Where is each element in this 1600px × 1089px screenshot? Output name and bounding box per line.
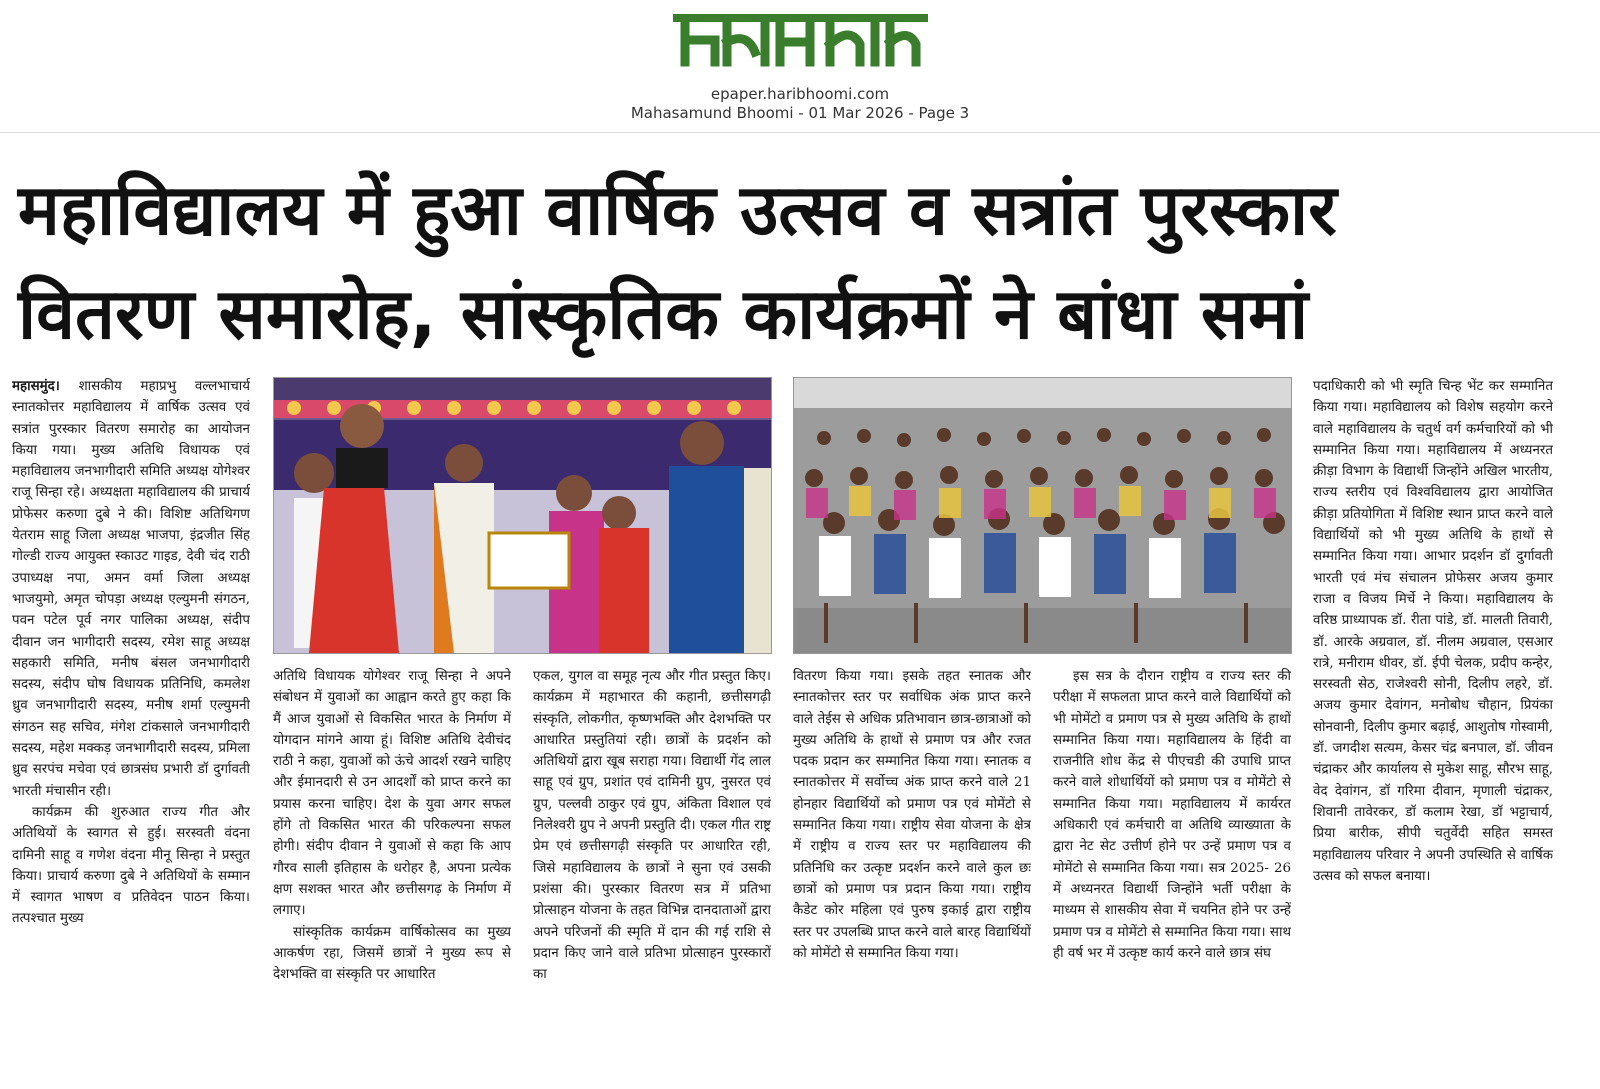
- audience-image: [794, 378, 1291, 653]
- column-6-para-1: पदाधिकारी को भी स्मृति चिन्ह भेंट कर सम्मानित किया गया। महाविद्यालय को विशेष सहयोग करने वाले महाविद्यालय के चतुर्थ वर्ग कर्मचारियों को भी सम्मानित किया गया। महाविद्यालय में अध्यनरत क्रीड़ा विभाग के विद्यार्थी जिन्होंने अखिल भारतीय, राज्य स्तरीय एवं विश्वविद्यालय द्वारा आयोजित क्रीड़ा प्रतियोगिता में विशिष्ट स्थान प्राप्त करने वाले विद्यार्थियों को भी मुख्य अतिथि के हाथों से सम्मानित किया गया। आभार प्रदर्शन डॉ दुर्गावती भारती एवं मंच संचालन प्रोफेसर अजय कुमार राजा व विजय मिर्चे ने किया। महाविद्यालय के वरिष्ठ प्राध्यापक डॉ. रीता पांडे, डॉ. मालती तिवारी, डॉ. आरके अग्रवाल, डॉ. नीलम अग्रवाल, एसआर रात्रे, मनीराम धीवर, डॉ. ईपी चेलक, प्रदीप कन्हेर, सरस्वती सेठ, राजेश्वरी सोनी, दिलीप लहरे, डॉ. अजय कुमार देवांगन, मनोबोध चौहान, प्रियंका सोनवानी, दिलीप कुमार बढ़ाई, आशुतोष गोस्वामी, डॉ. जगदीश सत्यम, केसर चंद्र बनपाल, डॉ. जीवन चंद्राकर और कार्यालय से मुकेश साहू, सौरभ साहू, वेद देवांगन, डॉ गरिमा दीवान, मृणाली चंद्राकर, शिवानी तावेरकर, डॉ कलाम रेखा, डॉ भट्टाचार्य, प्रिया बारीक, सीपी चतुर्वेदी सहित समस्त महाविद्यालय परिवार ने अपनी उपस्थिति से वार्षिक उत्सव को सफल बनाया।: [1313, 379, 1553, 884]
- article-column-1: [12, 376, 250, 1076]
- article-column-3: [533, 666, 771, 1076]
- header-divider: [0, 132, 1600, 133]
- column-4-para-1: वितरण किया गया। इसके तहत स्नातक और स्नातकोत्तर स्तर पर सर्वाधिक अंक प्राप्त करने वाले तेईस से अधिक प्रतिभावान छात्र-छात्राओं को मुख्य अतिथि के हाथों से प्रमाण पत्र और रजत पदक प्रदान कर सम्मानित किया गया। स्नातक व स्नातकोत्तर में सर्वोच्च अंक प्राप्त करने वाले 21 होनहार विद्यार्थियों को प्रमाण पत्र एवं मोमेंटो से सम्मानित किया गया। राष्ट्रीय सेवा योजना के क्षेत्र में राष्ट्रीय व राज्य स्तर पर महाविद्यालय की प्रतिनिधि कर उत्कृष्ट प्रदर्शन करने वाले कुल छः छात्रों को प्रमाण पत्र प्रदान किया गया। राष्ट्रीय कैडेट कोर महिला एवं पुरुष इकाई द्वारा राष्ट्रीय स्तर पर उपलब्धि प्राप्त करने वाले बारह विद्यार्थियों को मोमेंटो से सम्मानित किया गया।: [793, 669, 1031, 961]
- epaper-header: [0, 0, 1600, 132]
- column-2-para-2: सांस्कृतिक कार्यक्रम वार्षिकोत्सव का मुख्य आकर्षण रहा, जिसमें छात्रों ने मुख्य रूप से देशभक्ति वा संस्कृति पर आधारित: [273, 924, 511, 983]
- edition-info: Mahasamund Bhoomi - 01 Mar 2026 - Page 3: [630, 104, 970, 122]
- article-column-5: [1053, 666, 1291, 1076]
- award-ceremony-image: [274, 378, 771, 653]
- column-5-para-1: इस सत्र के दौरान राष्ट्रीय व राज्य स्तर की परीक्षा में सफलता प्राप्त करने वाले विद्यार्थियों को भी मोमेंटो व प्रमाण पत्र से मुख्य अतिथि के हाथों सम्मानित किया गया। महाविद्यालय के हिंदी वा राजनीति शोध केंद्र से पीएचडी की उपाधि प्राप्त करने वाले शोधार्थियों को प्रमाण पत्र व मोमेंटो से सम्मानित किया गया। महाविद्यालय में कार्यरत अधिकारी एवं कर्मचारी वा अतिथि व्याख्याता के द्वारा नेट सेट उत्तीर्ण होने पर उन्हें प्रमाण पत्र व मोमेंटो से सम्मानित किया गया। सत्र 2025- 26 में अध्यनरत विद्यार्थी जिन्होंने भर्ती परीक्षा के माध्यम से शासकीय सेवा में चयनित होने पर उन्हें प्रमाण पत्र व मोमेंटो से सम्मानित किया गया। साथ ही वर्ष भर में उत्कृष्ट कार्य करने वाले छात्र संघ: [1053, 669, 1291, 961]
- article-column-2: [273, 666, 511, 1076]
- column-3-para-1: एकल, युगल वा समूह नृत्य और गीत प्रस्तुत किए। कार्यक्रम में महाभारत की कहानी, छत्तीसगढ़ी संस्कृति, लोकगीत, कृष्णभक्ति और देशभक्ति पर आधारित प्रस्तुतियां रही। छात्रों के प्रदर्शन को अतिथियों द्वारा खूब सराहा गया। विद्यार्थी गेंद लाल साहू एवं ग्रुप, प्रशांत एवं दामिनी ग्रुप, नुसरत एवं ग्रुप, पल्लवी ठाकुर एवं ग्रुप, अंकिता विशाल एवं निलेश्वरी ग्रुप ने अपनी प्रस्तुति दी। एकल गीत राष्ट्र प्रेम एवं छत्तीसगढ़ी संस्कृति पर आधारित रही, जिसे महाविद्यालय के छात्रों ने सुना एवं उसकी प्रशंसा की। पुरस्कार वितरण सत्र में प्रतिभा प्रोत्साहन योजना के तहत विभिन्न दानदाताओं द्वारा अपने परिजनों की स्मृति में दान की गई राशि से प्रदान किए जाने वाले प्रतिभा प्रोत्साहन पुरस्कारों का: [533, 669, 771, 983]
- column-1-para-2: कार्यक्रम की शुरुआत राज्य गीत और अतिथियों के स्वागत से हुई। सरस्वती वंदना दामिनी साहू व गणेश वंदना मीनू सिन्हा ने प्रस्तुत किया। प्राचार्य करुणा दुबे ने अतिथियों के सम्मान में स्वागत भाषण व प्रतिवेदन पाठन किया। तत्पश्चात मुख्य: [12, 804, 250, 927]
- dateline: महासमुंद।: [12, 378, 60, 394]
- column-1-para-1: शासकीय महाप्रभु वल्लभाचार्य स्नातकोत्तर महाविद्यालय में वार्षिक उत्सव एवं सत्रांत पुरस्कार वितरण समारोह का आयोजन किया गया। मुख्य अतिथि विधायक एवं महाविद्यालय जनभागीदारी समिति अध्यक्ष योगेश्वर राजू सिन्हा रहे। अध्यक्षता महाविद्यालय की प्राचार्य प्रोफेसर करुणा दुबे ने की। विशिष्ट अतिथिगण येतराम साहू जिला अध्यक्ष भाजपा, इंद्रजीत सिंह गोल्डी राज्य आयुक्त स्काउट गाइड, देवी चंद राठी उपाध्यक्ष नपा, अमन वर्मा जिला अध्यक्ष भाजयुमो, अमृत चोपड़ा अध्यक्ष एल्युमनी संगठन, पवन पटेल पूर्व नगर पालिका अध्यक्ष, संदीप दीवान जन भागीदारी सदस्य, रमेश साहू अध्यक्ष सहकारी समिति, मनीष बंसल जनभागीदारी सदस्य, संदीप घोष विधायक प्रतिनिधि, कमलेश ध्रुव जनभागीदारी सदस्य, मनीष शर्मा एल्युमनी संगठन सह सचिव, मंगेश टांकसाले जनभागीदारी सदस्य, महेश मक्कड़ जनभागीदारी सदस्य, प्रमिला ध्रुव सरपंच मचेवा एवं छात्रसंघ प्रभारी डॉ दुर्गावती भारती मंचासीन रही।: [12, 379, 250, 799]
- column-2-para-1: अतिथि विधायक योगेश्वर राजू सिन्हा ने अपने संबोधन में युवाओं का आह्वान करते हुए कहा कि मैं आज युवाओं से विकसित भारत के निर्माण में योगदान मांगने आया हूं। विशिष्ट अतिथि देवीचंद राठी ने कहा, युवाओं को ऊंचे आदर्श रखने चाहिए और ईमानदारी से उन आदर्शों को प्राप्त करने का प्रयास करना चाहिए। देश के युवा अगर सफल होंगे तो विकसित भारत की परिकल्पना सफल होगी। संदीप दीवान ने युवाओं से कहा कि आप गौरव साली इतिहास के धरोहर है, अपना प्रत्येक क्षण सशक्त भारत और छत्तीसगढ़ के निर्माण में लगाए।: [273, 669, 511, 919]
- website-url[interactable]: epaper.haribhoomi.com: [710, 85, 890, 103]
- headline-line-1: महाविद्यालय में हुआ वार्षिक उत्सव व सत्रांत पुरस्कार: [18, 169, 1337, 251]
- photo-award-ceremony: [273, 377, 772, 654]
- article-column-4: [793, 666, 1031, 1076]
- haribhoomi-logo[interactable]: [0, 2, 1600, 87]
- photo-audience: [793, 377, 1292, 654]
- article-column-6: [1313, 376, 1553, 1076]
- headline-line-2: वितरण समारोह, सांस्कृतिक कार्यक्रमों ने बांधा समां: [18, 273, 1309, 355]
- logo-wordmark-icon: [665, 2, 935, 72]
